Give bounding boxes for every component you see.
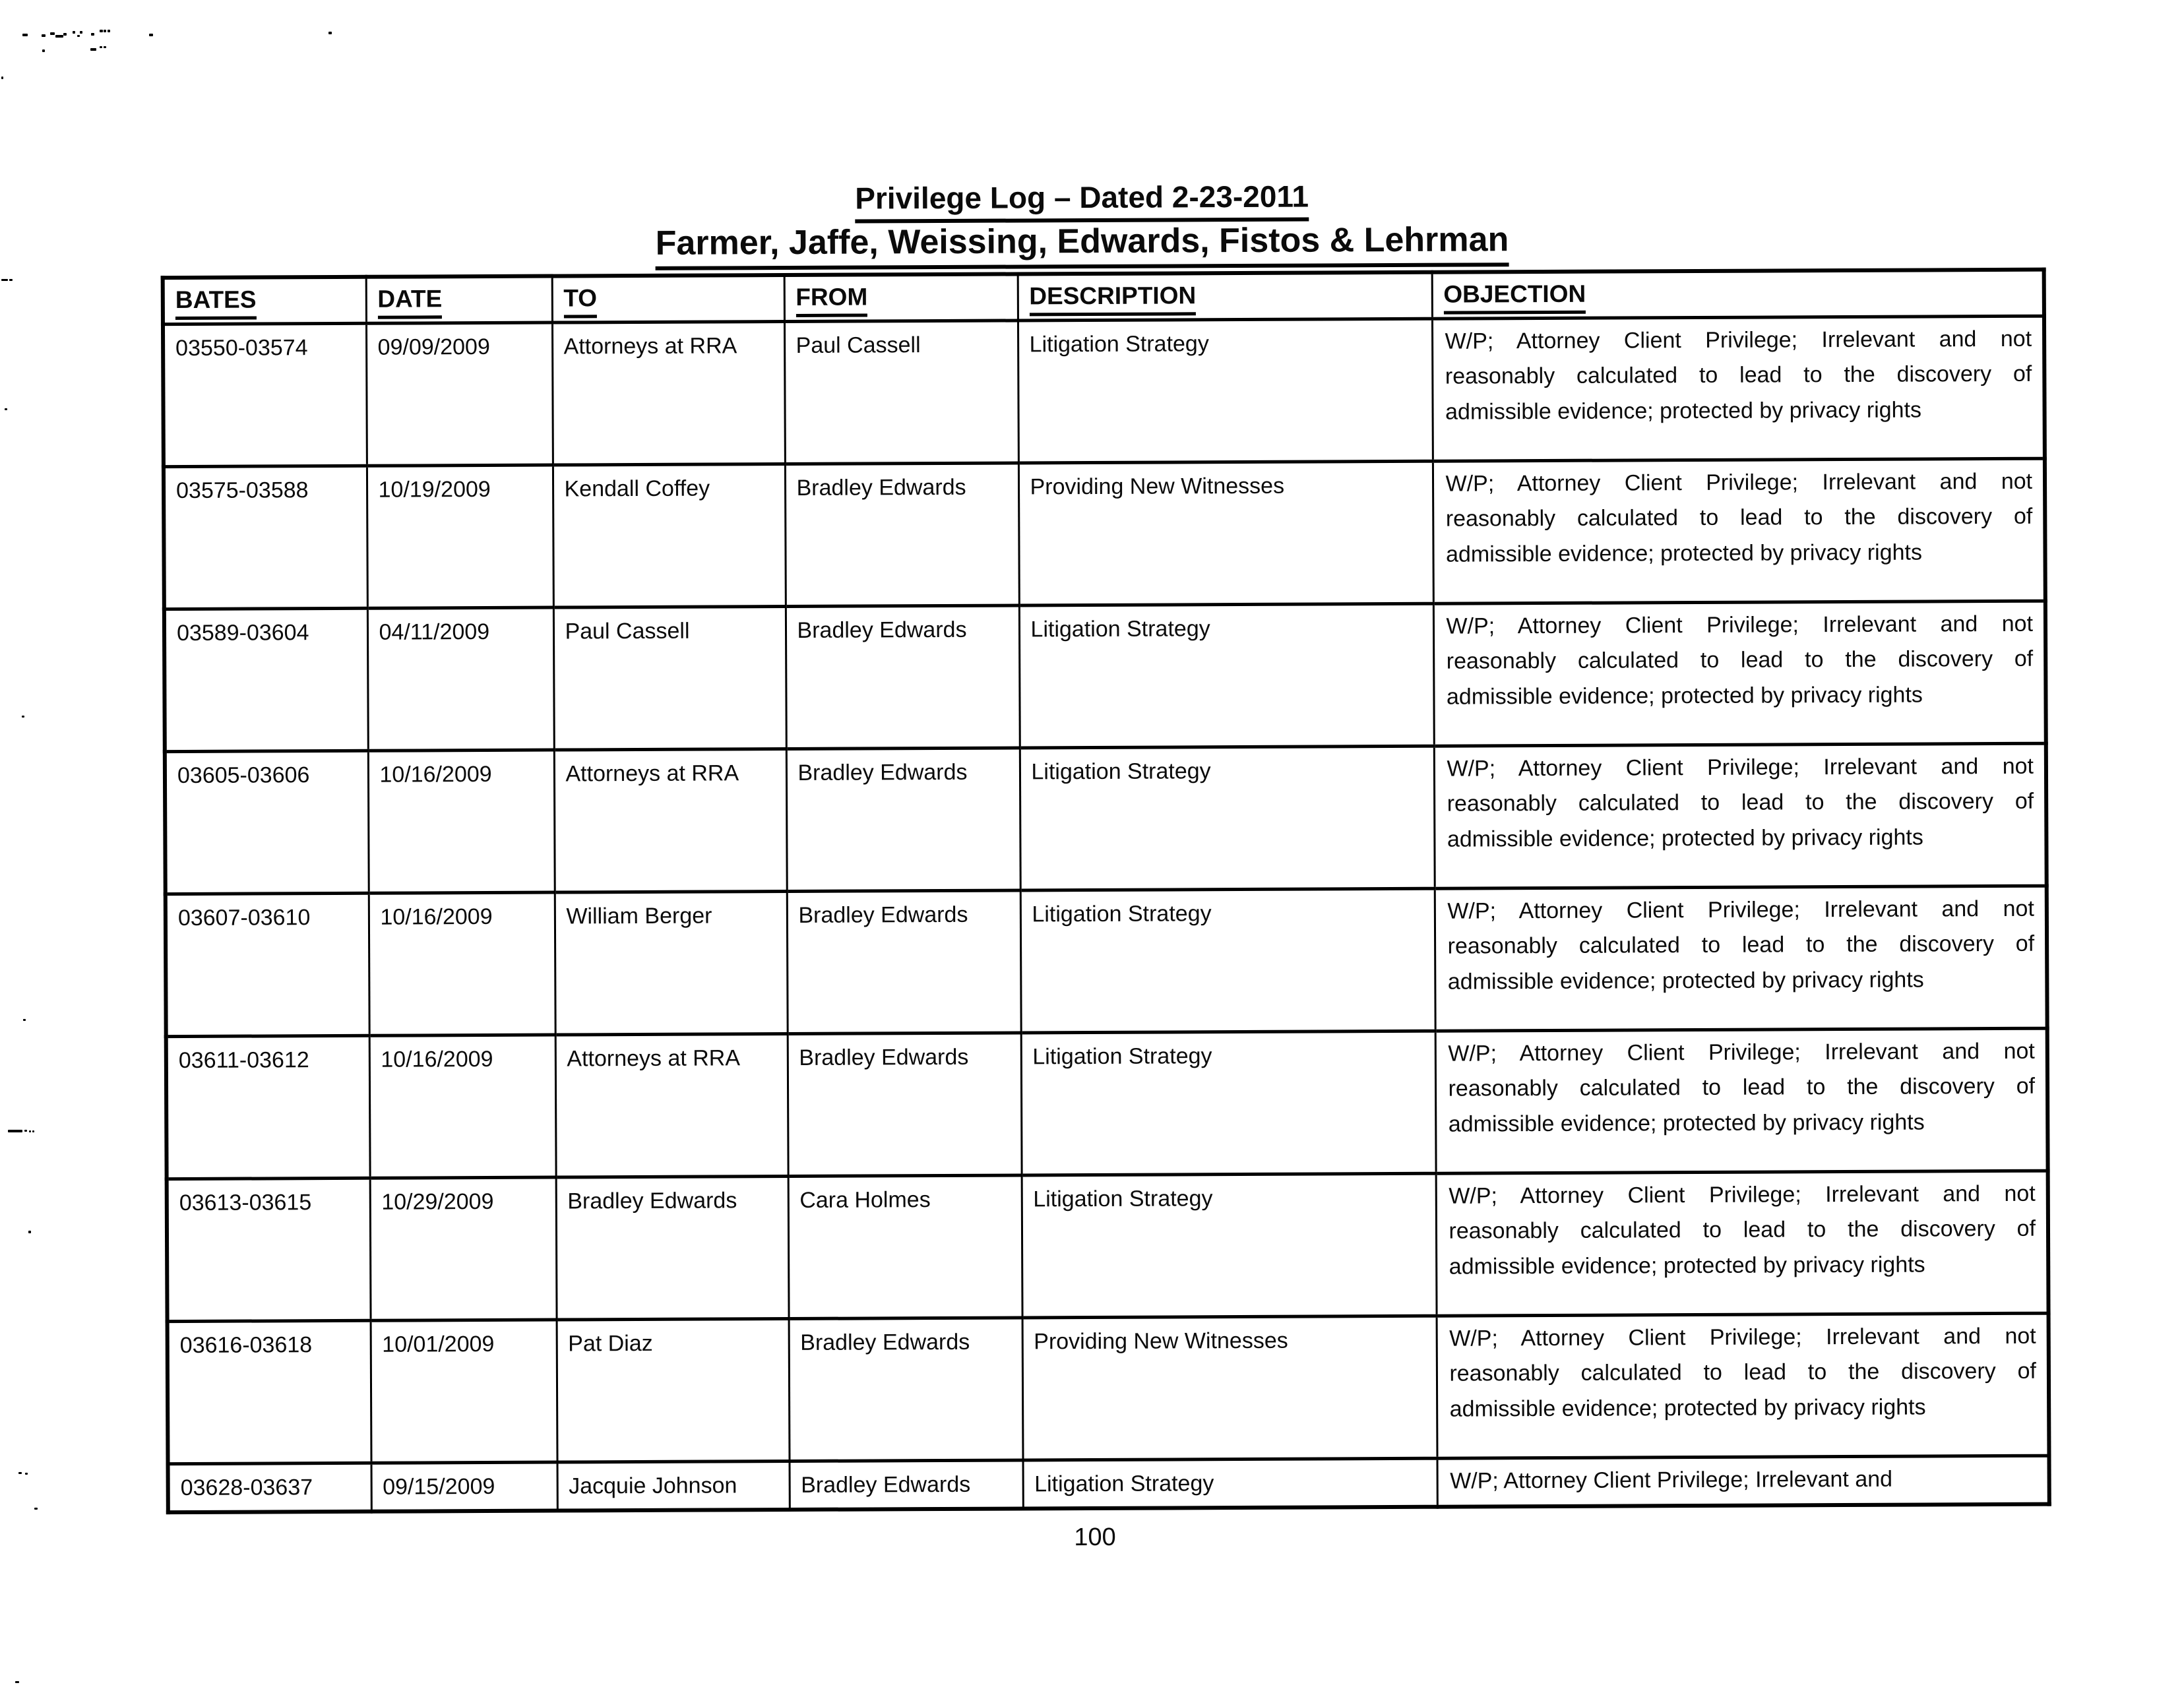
cell-date: 09/09/2009 <box>366 323 553 466</box>
table-row <box>166 886 2047 1036</box>
scan-noise-speck <box>55 35 63 38</box>
column-header-bates: BATES <box>163 277 366 324</box>
cell-to: Kendall Coffey <box>553 464 786 607</box>
cell-date: 10/29/2009 <box>370 1177 557 1320</box>
cell-description: Providing New Witnesses <box>1018 461 1433 605</box>
cell-bates: 03605-03606 <box>165 751 369 894</box>
document-subtitle <box>0 217 2168 273</box>
scan-noise-speck <box>8 1130 22 1132</box>
cell-to: Jacquie Johnson <box>557 1461 790 1511</box>
scan-noise-speck <box>18 1472 22 1474</box>
cell-bates: 03613-03615 <box>167 1178 371 1321</box>
cell-to: Attorneys at RRA <box>555 1033 788 1177</box>
cell-bates: 03589-03604 <box>164 608 368 751</box>
cell-to: Paul Cassell <box>553 606 786 750</box>
scan-noise-speck <box>100 30 103 32</box>
cell-to: Attorneys at RRA <box>552 321 785 465</box>
cell-to: Bradley Edwards <box>556 1176 789 1320</box>
scan-noise-speck <box>63 33 67 36</box>
privilege-log-table <box>161 268 2051 1514</box>
cell-from: Bradley Edwards <box>789 1317 1023 1461</box>
cell-objection: W/P; Attorney Client Privilege; Irrelevant and not reasonably calculated to lead to the discovery of admissible evidence; protected by privacy rights <box>1434 743 2047 888</box>
table-header-row <box>163 270 2044 324</box>
cell-date: 10/16/2009 <box>369 892 555 1035</box>
cell-objection: W/P; Attorney Client Privilege; Irrelevant and not reasonably calculated to lead to the discovery of admissible evidence; protected by privacy rights <box>1437 1313 2049 1458</box>
cell-bates: 03550-03574 <box>163 323 367 466</box>
cell-to: Pat Diaz <box>557 1318 790 1462</box>
cell-objection: W/P; Attorney Client Privilege; Irrelevant and not reasonably calculated to lead to the discovery of admissible evidence; protected by privacy rights <box>1433 601 2046 746</box>
scan-noise-speck <box>42 34 46 37</box>
scan-noise-speck <box>104 30 106 32</box>
cell-from: Cara Holmes <box>788 1175 1022 1318</box>
cell-from: Bradley Edwards <box>788 1032 1022 1176</box>
scan-noise-speck <box>91 33 94 36</box>
scan-noise-speck <box>23 1019 26 1021</box>
document-subtitle-text: Farmer, Jaffe, Weissing, Edwards, Fistos & Lehrman <box>655 220 1509 270</box>
scan-noise-speck <box>1 77 3 79</box>
table-row <box>168 1456 2049 1512</box>
cell-objection: W/P; Attorney Client Privilege; Irrelevant and not reasonably calculated to lead to the discovery of admissible evidence; protected by privacy rights <box>1433 458 2045 603</box>
scan-noise-speck <box>77 35 80 37</box>
table-row <box>165 743 2047 894</box>
scan-noise-speck <box>5 408 7 410</box>
scan-noise-speck <box>108 30 110 32</box>
cell-date: 09/15/2009 <box>371 1462 557 1512</box>
cell-description: Providing New Witnesses <box>1022 1316 1437 1460</box>
cell-bates: 03611-03612 <box>166 1035 370 1179</box>
column-header-objection: OBJECTION <box>1432 270 2044 319</box>
cell-description: Litigation Strategy <box>1023 1458 1437 1509</box>
cell-bates: 03628-03637 <box>168 1463 371 1512</box>
table-body <box>163 316 2049 1512</box>
cell-description: Litigation Strategy <box>1022 1173 1437 1318</box>
column-header-to: TO <box>552 275 784 323</box>
scan-noise-speck <box>1 279 8 281</box>
scan-noise-speck <box>149 34 153 36</box>
cell-from: Bradley Edwards <box>785 462 1019 606</box>
column-header-description: DESCRIPTION <box>1018 272 1432 321</box>
cell-date: 10/16/2009 <box>369 1035 556 1178</box>
table-row <box>167 1171 2049 1321</box>
scan-noise-speck <box>328 32 332 34</box>
column-header-date: DATE <box>366 276 552 323</box>
cell-description: Litigation Strategy <box>1020 746 1435 890</box>
cell-bates: 03575-03588 <box>164 466 367 609</box>
cell-from: Bradley Edwards <box>786 605 1020 749</box>
cell-from: Bradley Edwards <box>786 747 1020 891</box>
scan-noise-speck <box>90 48 96 51</box>
scan-noise-speck <box>9 279 13 281</box>
cell-description: Litigation Strategy <box>1018 319 1433 463</box>
scan-noise-speck <box>24 1130 27 1132</box>
document-title-text: Privilege Log – Dated 2-23-2011 <box>855 179 1309 224</box>
scan-noise-speck <box>50 32 55 35</box>
cell-objection: W/P; Attorney Client Privilege; Irrelevant and not reasonably calculated to lead to the discovery of admissible evidence; protected by privacy rights <box>1436 1171 2049 1316</box>
cell-date: 10/19/2009 <box>367 465 553 608</box>
cell-date: 10/01/2009 <box>371 1320 557 1463</box>
cell-bates: 03607-03610 <box>166 893 369 1036</box>
scan-noise-speck <box>80 31 82 34</box>
table-row <box>164 601 2046 751</box>
scan-noise-speck <box>104 46 106 48</box>
cell-objection: W/P; Attorney Client Privilege; Irrelevant and not reasonably calculated to lead to the discovery of admissible evidence; protected by privacy rights <box>1435 1028 2048 1173</box>
cell-description: Litigation Strategy <box>1019 603 1434 748</box>
cell-to: William Berger <box>555 891 788 1035</box>
scan-noise-speck <box>73 31 75 34</box>
scan-noise-speck <box>15 1681 19 1683</box>
cell-objection: W/P; Attorney Client Privilege; Irrelevant and not reasonably calculated to lead to the discovery of admissible evidence; protected by privacy rights <box>1435 886 2047 1031</box>
cell-description: Litigation Strategy <box>1021 1031 1436 1175</box>
cell-objection: W/P; Attorney Client Privilege; Irrelevant and <box>1437 1456 2049 1507</box>
scan-noise-speck <box>32 1130 34 1132</box>
table-row <box>163 316 2045 466</box>
scan-noise-speck <box>34 1508 38 1510</box>
cell-date: 04/11/2009 <box>367 607 554 751</box>
page-number: 100 <box>1074 1523 1116 1552</box>
scan-noise-speck <box>28 1231 31 1233</box>
cell-from: Bradley Edwards <box>787 890 1021 1033</box>
table-header <box>163 270 2044 324</box>
cell-description: Litigation Strategy <box>1020 888 1435 1033</box>
scan-noise-speck <box>29 1130 31 1132</box>
table-row <box>164 458 2045 609</box>
cell-objection: W/P; Attorney Client Privilege; Irrelevant and not reasonably calculated to lead to the discovery of admissible evidence; protected by privacy rights <box>1432 316 2045 461</box>
table-row <box>168 1313 2049 1463</box>
scan-noise-speck <box>100 46 102 48</box>
table-row <box>166 1028 2048 1179</box>
cell-bates: 03616-03618 <box>168 1320 371 1463</box>
cell-from: Bradley Edwards <box>790 1460 1023 1510</box>
cell-date: 10/16/2009 <box>368 750 555 893</box>
scan-noise-speck <box>22 716 24 718</box>
cell-from: Paul Cassell <box>784 320 1018 464</box>
scan-noise-speck <box>25 1473 28 1475</box>
column-header-from: FROM <box>784 274 1018 321</box>
cell-to: Attorneys at RRA <box>554 749 787 892</box>
scan-noise-speck <box>22 34 28 36</box>
scan-noise-speck <box>42 49 45 52</box>
